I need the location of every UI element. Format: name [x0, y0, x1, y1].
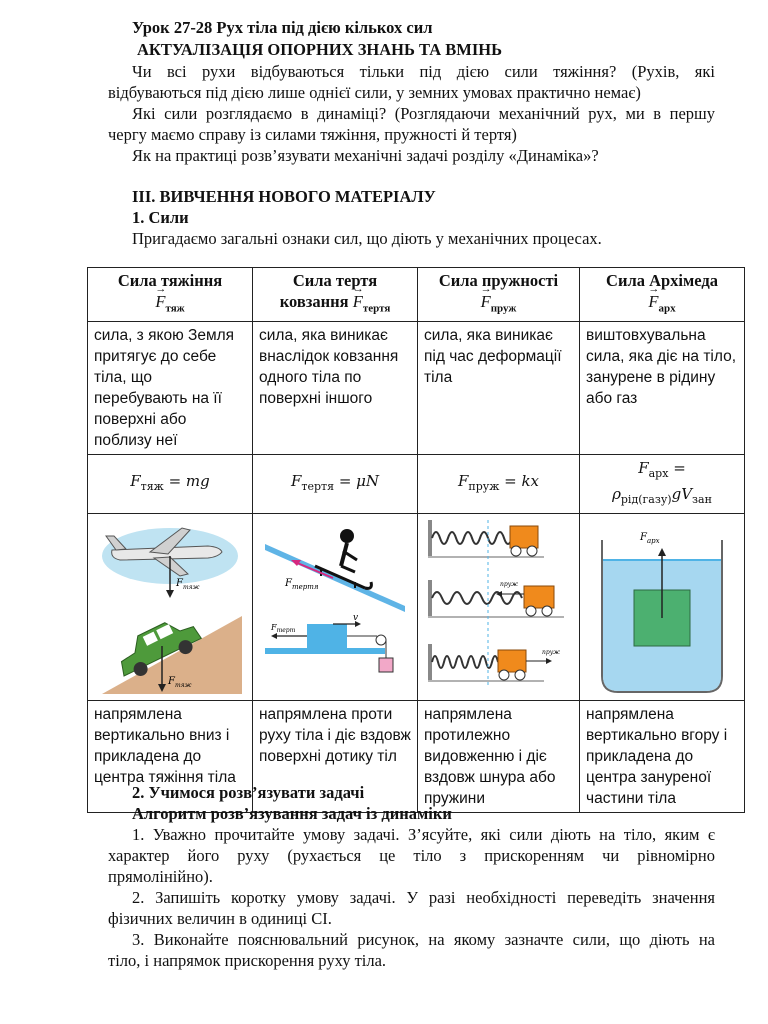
- illustration-elastic: [418, 514, 580, 701]
- table-formula-row: [88, 455, 745, 514]
- spring-setup-stretched: [428, 580, 564, 617]
- gravity-illustration: [90, 516, 250, 698]
- section-actualization-heading: АКТУАЛІЗАЦІЯ ОПОРНИХ ЗНАНЬ ТА ВМІНЬ: [137, 40, 502, 59]
- formula-archimedes: $F_{арх} = \rho_{рід(газу)}gV_{зан}$: [580, 455, 745, 514]
- stretched-force-label: пруж: [499, 581, 518, 589]
- table-header-row: [88, 268, 745, 322]
- subsection-forces-heading: 1. Сили: [132, 208, 189, 227]
- definition-elastic: сила, яка виникає під час деформації тіла: [418, 322, 580, 455]
- archimedes-illustration: [582, 516, 742, 698]
- step-1-line-3: прямолінійно).: [108, 867, 213, 886]
- table-surface: [265, 648, 385, 654]
- header-gravity: Сила тяжіння → $F_{тяж}$: [88, 268, 253, 322]
- forces-table: [87, 267, 745, 813]
- table-illustration-row: [88, 514, 745, 701]
- illustration-gravity: [88, 514, 253, 701]
- definition-friction: сила, яка виникає внаслідок ковзання одного тіла по поверхні іншого: [253, 322, 418, 455]
- block-shape: [307, 624, 347, 648]
- formula-friction: $F_{тертя} = \mu N$: [253, 455, 418, 514]
- block-force-label: $F_{терт}$: [271, 623, 296, 635]
- direction-elastic: напрямлена протилежно видовженню і діє вздовж шнура або пружини: [418, 701, 580, 813]
- formula-gravity: $F_{тяж}$ = mg: [88, 455, 253, 514]
- question-1-line-1: Чи всі рухи відбуваються тільки під дією сили тяжіння? (Рухів, які: [132, 62, 715, 81]
- block-velocity-label: v: [353, 613, 359, 624]
- lesson-title: Урок 27-28 Рух тіла під дією кількох сил: [132, 18, 433, 37]
- table-definition-row: [88, 322, 745, 455]
- direction-gravity: напрямлена вертикально вниз і прикладена до центра тяжіння тіла: [88, 701, 253, 813]
- spring-setup-compressed: [428, 644, 560, 681]
- step-2-line-1: 2. Запишіть коротку умову задачі. У разі необхідності переведіть значення: [132, 888, 715, 907]
- archimedes-force-label: $F_{арх}$: [640, 532, 660, 546]
- definition-gravity: сила, з якою Земля притягує до себе тіла, що перебувають на її поверхні або поблизу неї: [88, 322, 253, 455]
- weight-shape: [379, 658, 393, 672]
- plane-force-label: $F_{тяж}$: [176, 578, 200, 592]
- friction-illustration: [255, 516, 415, 698]
- step-3-line-1: 3. Виконайте пояснювальний рисунок, на якому зазначте сили, що діють на: [132, 930, 715, 949]
- header-archimedes: Сила Архімеда → $F_{арх}$: [580, 268, 745, 322]
- sled-force-label: $F_{тертя}$: [285, 578, 319, 592]
- illustration-friction: [253, 514, 418, 701]
- header-elastic: Сила пружності → $F_{пруж}$: [418, 268, 580, 322]
- forces-intro-text: Пригадаємо загальні ознаки сил, що діють у механічних процесах.: [132, 229, 602, 248]
- definition-archimedes: виштовхувальна сила, яка діє на тіло, занурене в рідину або газ: [580, 322, 745, 455]
- spring-setup-rest: [428, 520, 544, 557]
- direction-friction: напрямлена проти руху тіла і діє вздовж поверхні дотику тіл: [253, 701, 418, 813]
- question-2-line-1: Які сили розглядаємо в динаміці? (Розглядаючи механічний рух, ми в першу: [132, 104, 715, 123]
- compressed-force-label: пруж: [541, 649, 560, 657]
- step-3-line-2: тіло, і напрямок прискорення руху тіла.: [108, 951, 387, 970]
- step-2-line-2: фізичних величин в одиниці СІ.: [108, 909, 332, 928]
- car-force-label: $F_{тяж}$: [168, 676, 192, 690]
- section-new-material-heading: ІІІ. ВИВЧЕННЯ НОВОГО МАТЕРІАЛУ: [132, 187, 436, 206]
- question-2-line-2: чергу маємо справу із силами тяжіння, пружності й тертя): [108, 125, 517, 144]
- direction-archimedes: напрямлена вертикально вгору і прикладена до центра зануреної частини тіла: [580, 701, 745, 813]
- subsection-problems-heading: 2. Учимося розв’язувати задачі: [132, 783, 365, 802]
- sled-rider-icon: [315, 529, 371, 588]
- algorithm-heading: Алгоритм розв’язування задач із динаміки: [132, 804, 452, 823]
- formula-elastic: $F_{пруж}$ = kx: [418, 455, 580, 514]
- question-1-line-2: відбуваються під дією лише однієї сили, у земних умовах практично немає): [108, 83, 641, 102]
- header-friction: Сила тертя ковзання → $F_{тертя}$: [253, 268, 418, 322]
- illustration-archimedes: [580, 514, 745, 701]
- step-1-line-1: 1. Уважно прочитайте умову задачі. З’ясуйте, які сили діють на тіло, яким є: [132, 825, 715, 844]
- elastic-illustration: [424, 516, 574, 698]
- question-3: Як на практиці розв’язувати механічні задачі розділу «Динаміка»?: [132, 146, 599, 165]
- step-1-line-2: характер його руху (рухається це тіло з прискоренням чи рівномірно: [108, 846, 715, 865]
